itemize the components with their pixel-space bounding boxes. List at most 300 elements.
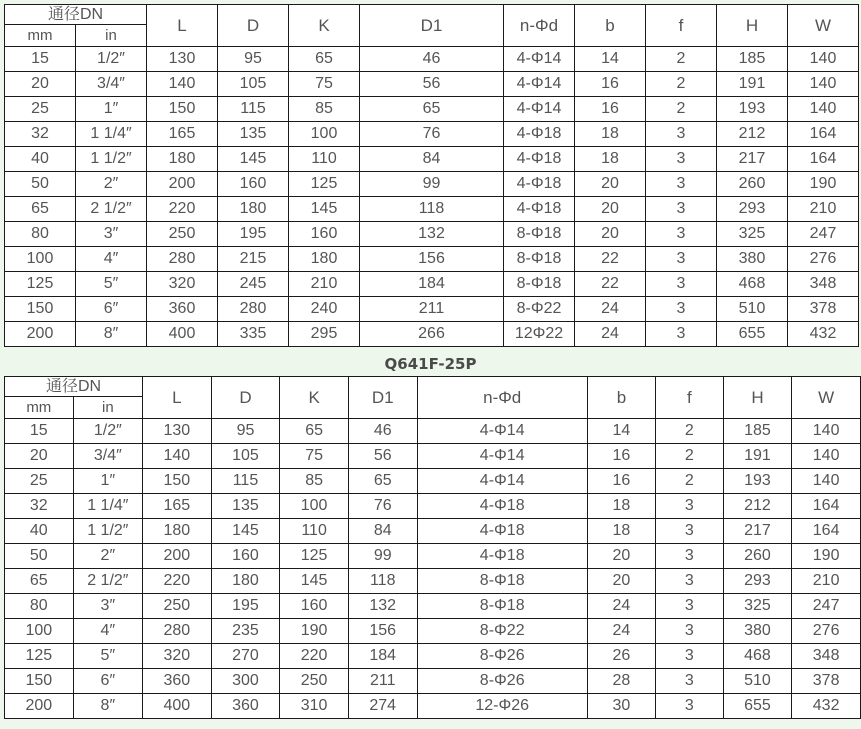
table-row [5,122,859,147]
table-cell: 200 [143,544,212,569]
table-cell: 180 [147,147,218,172]
table-cell: 16 [587,444,655,469]
table-header [5,377,861,419]
table-cell: 160 [289,222,360,247]
table-cell: 140 [147,72,218,97]
table-row [5,544,861,569]
table-cell: 212 [723,494,792,519]
table-cell: 99 [348,544,417,569]
table-cell: 115 [218,97,289,122]
table-cell: 95 [218,47,289,72]
table-cell: 65 [280,419,349,444]
header-cell: D [211,377,280,419]
table-cell: 105 [218,72,289,97]
table-row [5,619,861,644]
table-header [5,5,859,47]
table-cell: 65 [360,97,504,122]
table-row [5,147,859,172]
table-cell: 280 [218,297,289,322]
table-cell: 185 [723,419,792,444]
table-cell: 100 [289,122,360,147]
table-cell: 3 [646,147,717,172]
table-cell: 164 [792,494,861,519]
table-cell: 110 [289,147,360,172]
table-cell: 24 [587,619,655,644]
table-cell: 250 [143,594,212,619]
table-cell: 250 [147,222,218,247]
table-cell: 310 [280,694,349,719]
table-cell: 164 [792,519,861,544]
table-row [5,222,859,247]
table-row [5,72,859,97]
table-cell: 270 [211,644,280,669]
table-cell: 2 [656,419,724,444]
table-cell: 3 [646,222,717,247]
table-cell: 360 [211,694,280,719]
table-cell: 2″ [73,544,142,569]
header-cell: f [656,377,724,419]
table-cell: 280 [147,247,218,272]
table-cell: 15 [5,419,74,444]
table-cell: 217 [717,147,788,172]
table-cell: 85 [280,469,349,494]
table-cell: 125 [5,272,76,297]
table-cell: 276 [788,247,859,272]
table-cell: 468 [717,272,788,297]
table-cell: 56 [360,72,504,97]
table-cell: 191 [717,72,788,97]
table-cell: 3 [646,297,717,322]
header-row [5,377,861,397]
table-cell: 110 [280,519,349,544]
table-cell: 3/4″ [73,444,142,469]
table-cell: 105 [211,444,280,469]
table-cell: 8-Φ22 [417,619,587,644]
table-row [5,172,859,197]
table-cell: 140 [792,469,861,494]
table-cell: 125 [289,172,360,197]
table-cell: 2 [656,469,724,494]
header-cell: H [723,377,792,419]
table-cell: 8-Φ26 [417,644,587,669]
table-cell: 150 [143,469,212,494]
table-cell: 125 [280,544,349,569]
table-cell: 20 [5,444,74,469]
table-cell: 80 [5,594,74,619]
table-cell: 30 [587,694,655,719]
table-cell: 16 [575,72,646,97]
table-body [5,47,859,347]
table-cell: 8-Φ18 [417,569,587,594]
table-row [5,644,861,669]
table-cell: 8-Φ18 [417,594,587,619]
table-row [5,197,859,222]
table-cell: 3 [656,519,724,544]
table-cell: 2 [656,444,724,469]
table-cell: 130 [143,419,212,444]
table-cell: 2 [646,97,717,122]
table-cell: 160 [280,594,349,619]
table-cell: 2 [646,72,717,97]
table-cell: 12-Φ26 [417,694,587,719]
table-cell: 65 [289,47,360,72]
table-cell: 18 [587,519,655,544]
table-cell: 200 [5,694,74,719]
table-cell: 4″ [76,247,147,272]
table-cell: 3 [656,544,724,569]
table-cell: 76 [348,494,417,519]
table-cell: 432 [788,322,859,347]
table-cell: 280 [143,619,212,644]
table-cell: 28 [587,669,655,694]
table-cell: 145 [211,519,280,544]
table-row [5,247,859,272]
table-cell: 250 [280,669,349,694]
table-cell: 295 [289,322,360,347]
table-cell: 50 [5,544,74,569]
table-cell: 274 [348,694,417,719]
table-cell: 217 [723,519,792,544]
table-cell: 135 [218,122,289,147]
table-cell: 3 [646,322,717,347]
table-cell: 4-Φ14 [504,72,575,97]
table-cell: 220 [143,569,212,594]
table-cell: 6″ [76,297,147,322]
table-cell: 140 [788,72,859,97]
table-cell: 75 [289,72,360,97]
header-cell: K [289,5,360,47]
table-cell: 3 [646,272,717,297]
table-cell: 18 [587,494,655,519]
table-cell: 184 [360,272,504,297]
table-cell: 8-Φ18 [504,272,575,297]
table-cell: 276 [792,619,861,644]
subheader-cell: mm [5,397,74,419]
table-cell: 190 [788,172,859,197]
table-cell: 150 [5,297,76,322]
header-row [5,5,859,25]
table-cell: 99 [360,172,504,197]
table-cell: 6″ [73,669,142,694]
table-cell: 20 [575,172,646,197]
table-cell: 195 [211,594,280,619]
table-cell: 46 [360,47,504,72]
table-cell: 348 [792,644,861,669]
table-cell: 195 [218,222,289,247]
table-cell: 655 [723,694,792,719]
table-cell: 190 [792,544,861,569]
table-cell: 140 [792,419,861,444]
table-cell: 3 [646,247,717,272]
table-cell: 510 [717,297,788,322]
table-cell: 145 [289,197,360,222]
table-cell: 165 [147,122,218,147]
header-cell: D1 [360,5,504,47]
table-cell: 20 [5,72,76,97]
table-cell: 164 [788,122,859,147]
table-cell: 4-Φ18 [504,122,575,147]
table-cell: 335 [218,322,289,347]
table-cell: 24 [587,594,655,619]
table-cell: 360 [143,669,212,694]
table-cell: 65 [5,569,74,594]
table-cell: 22 [575,247,646,272]
table-cell: 380 [723,619,792,644]
subheader-cell: in [76,25,147,47]
table-cell: 200 [5,322,76,347]
table-cell: 32 [5,494,74,519]
table-row [5,519,861,544]
table-cell: 510 [723,669,792,694]
table-cell: 325 [717,222,788,247]
table-cell: 1/2″ [76,47,147,72]
table-cell: 118 [360,197,504,222]
table-cell: 193 [723,469,792,494]
header-cell: W [792,377,861,419]
table-cell: 3 [656,569,724,594]
table-cell: 22 [575,272,646,297]
table-cell: 5″ [76,272,147,297]
table-cell: 145 [280,569,349,594]
table-cell: 245 [218,272,289,297]
table-cell: 468 [723,644,792,669]
table-cell: 5″ [73,644,142,669]
table-cell: 378 [792,669,861,694]
table-cell: 211 [348,669,417,694]
table-cell: 3 [646,172,717,197]
table-cell: 212 [717,122,788,147]
table-cell: 378 [788,297,859,322]
table-cell: 4″ [73,619,142,644]
table-cell: 75 [280,444,349,469]
table-cell: 156 [360,247,504,272]
table-cell: 150 [147,97,218,122]
table-cell: 50 [5,172,76,197]
table-cell: 3″ [73,594,142,619]
table-row [5,569,861,594]
table-cell: 25 [5,469,74,494]
table-cell: 150 [5,669,74,694]
table-cell: 132 [348,594,417,619]
header-cell: K [280,377,349,419]
header-cell: L [143,377,212,419]
table-cell: 18 [575,147,646,172]
header-cell: n-Φd [504,5,575,47]
table-cell: 25 [5,97,76,122]
table-cell: 185 [717,47,788,72]
table-cell: 140 [143,444,212,469]
table-cell: 180 [211,569,280,594]
table-cell: 200 [147,172,218,197]
table-cell: 160 [218,172,289,197]
header-cell: D [218,5,289,47]
header-cell: W [788,5,859,47]
table-cell: 32 [5,122,76,147]
table-cell: 4-Φ14 [504,47,575,72]
table-cell: 76 [360,122,504,147]
table-cell: 3 [656,694,724,719]
table-cell: 180 [289,247,360,272]
table-cell: 100 [5,247,76,272]
table-cell: 3 [656,594,724,619]
table-cell: 235 [211,619,280,644]
table-row [5,494,861,519]
table-cell: 293 [717,197,788,222]
table-cell: 8-Φ26 [417,669,587,694]
table-cell: 1″ [73,469,142,494]
table-cell: 1 1/2″ [76,147,147,172]
table-cell: 1/2″ [73,419,142,444]
header-dn-group: 通径DN [5,5,147,25]
spec-table-2 [4,376,861,719]
table-cell: 3 [646,197,717,222]
spec-table-1 [4,4,859,347]
table-cell: 3/4″ [76,72,147,97]
table-cell: 1 1/4″ [76,122,147,147]
table-cell: 80 [5,222,76,247]
table-cell: 320 [147,272,218,297]
table-cell: 140 [792,444,861,469]
table-cell: 4-Φ14 [504,97,575,122]
table-cell: 3 [656,619,724,644]
table-2-caption: Q641F-25P [384,355,477,373]
table-cell: 164 [788,147,859,172]
table-cell: 140 [788,97,859,122]
table-cell: 4-Φ14 [417,444,587,469]
table-cell: 95 [211,419,280,444]
table-cell: 160 [211,544,280,569]
table-cell: 140 [788,47,859,72]
table-cell: 46 [348,419,417,444]
table-cell: 16 [575,97,646,122]
table-cell: 4-Φ18 [504,147,575,172]
table-cell: 8″ [76,322,147,347]
table-cell: 3 [646,122,717,147]
table-cell: 26 [587,644,655,669]
table-cell: 191 [723,444,792,469]
table-cell: 8-Φ22 [504,297,575,322]
table-cell: 260 [723,544,792,569]
table-cell: 16 [587,469,655,494]
table-row [5,97,859,122]
table-cell: 165 [143,494,212,519]
table-cell: 132 [360,222,504,247]
table-cell: 4-Φ18 [417,494,587,519]
table-cell: 8″ [73,694,142,719]
table-body [5,419,861,719]
table-cell: 20 [587,544,655,569]
table-cell: 4-Φ14 [417,469,587,494]
table-cell: 293 [723,569,792,594]
table-cell: 115 [211,469,280,494]
table-cell: 193 [717,97,788,122]
table-cell: 210 [788,197,859,222]
table-cell: 145 [218,147,289,172]
header-cell: b [575,5,646,47]
table-cell: 210 [289,272,360,297]
table-cell: 247 [792,594,861,619]
header-cell: f [646,5,717,47]
table-cell: 24 [575,297,646,322]
table-cell: 4-Φ18 [417,519,587,544]
table-cell: 24 [575,322,646,347]
table-cell: 432 [792,694,861,719]
header-cell: H [717,5,788,47]
table-cell: 156 [348,619,417,644]
table-row [5,419,861,444]
table-cell: 190 [280,619,349,644]
table-cell: 125 [5,644,74,669]
table-cell: 8-Φ18 [504,247,575,272]
table-row [5,272,859,297]
table-cell: 1 1/2″ [73,519,142,544]
table-cell: 65 [348,469,417,494]
table-cell: 18 [575,122,646,147]
table-row [5,694,861,719]
table-cell: 8-Φ18 [504,222,575,247]
table-cell: 2 [646,47,717,72]
subheader-cell: in [73,397,142,419]
table-cell: 266 [360,322,504,347]
table-cell: 85 [289,97,360,122]
table-cell: 215 [218,247,289,272]
table-cell: 15 [5,47,76,72]
table-cell: 1″ [76,97,147,122]
table-row [5,444,861,469]
table-cell: 12Φ22 [504,322,575,347]
table-row [5,594,861,619]
table-cell: 4-Φ18 [504,197,575,222]
table-cell: 130 [147,47,218,72]
table-cell: 56 [348,444,417,469]
table-cell: 320 [143,644,212,669]
table-row [5,469,861,494]
table-cell: 2 1/2″ [76,197,147,222]
table-cell: 65 [5,197,76,222]
subheader-cell: mm [5,25,76,47]
table-cell: 40 [5,147,76,172]
table-row [5,669,861,694]
table-cell: 655 [717,322,788,347]
table-cell: 3 [656,669,724,694]
table-cell: 40 [5,519,74,544]
table-cell: 325 [723,594,792,619]
table-cell: 84 [360,147,504,172]
table-cell: 135 [211,494,280,519]
table-cell: 360 [147,297,218,322]
table-cell: 247 [788,222,859,247]
table-cell: 4-Φ18 [417,544,587,569]
header-cell: n-Φd [417,377,587,419]
header-cell: L [147,5,218,47]
table-cell: 14 [587,419,655,444]
header-cell: b [587,377,655,419]
table-cell: 20 [575,222,646,247]
table-cell: 2 1/2″ [73,569,142,594]
table-cell: 220 [147,197,218,222]
table-cell: 100 [5,619,74,644]
table-cell: 348 [788,272,859,297]
table-cell: 4-Φ14 [417,419,587,444]
table-cell: 300 [211,669,280,694]
table-cell: 400 [147,322,218,347]
header-dn-group: 通径DN [5,377,143,397]
table-cell: 220 [280,644,349,669]
header-cell: D1 [348,377,417,419]
table-cell: 2″ [76,172,147,197]
table-cell: 400 [143,694,212,719]
table-cell: 20 [587,569,655,594]
